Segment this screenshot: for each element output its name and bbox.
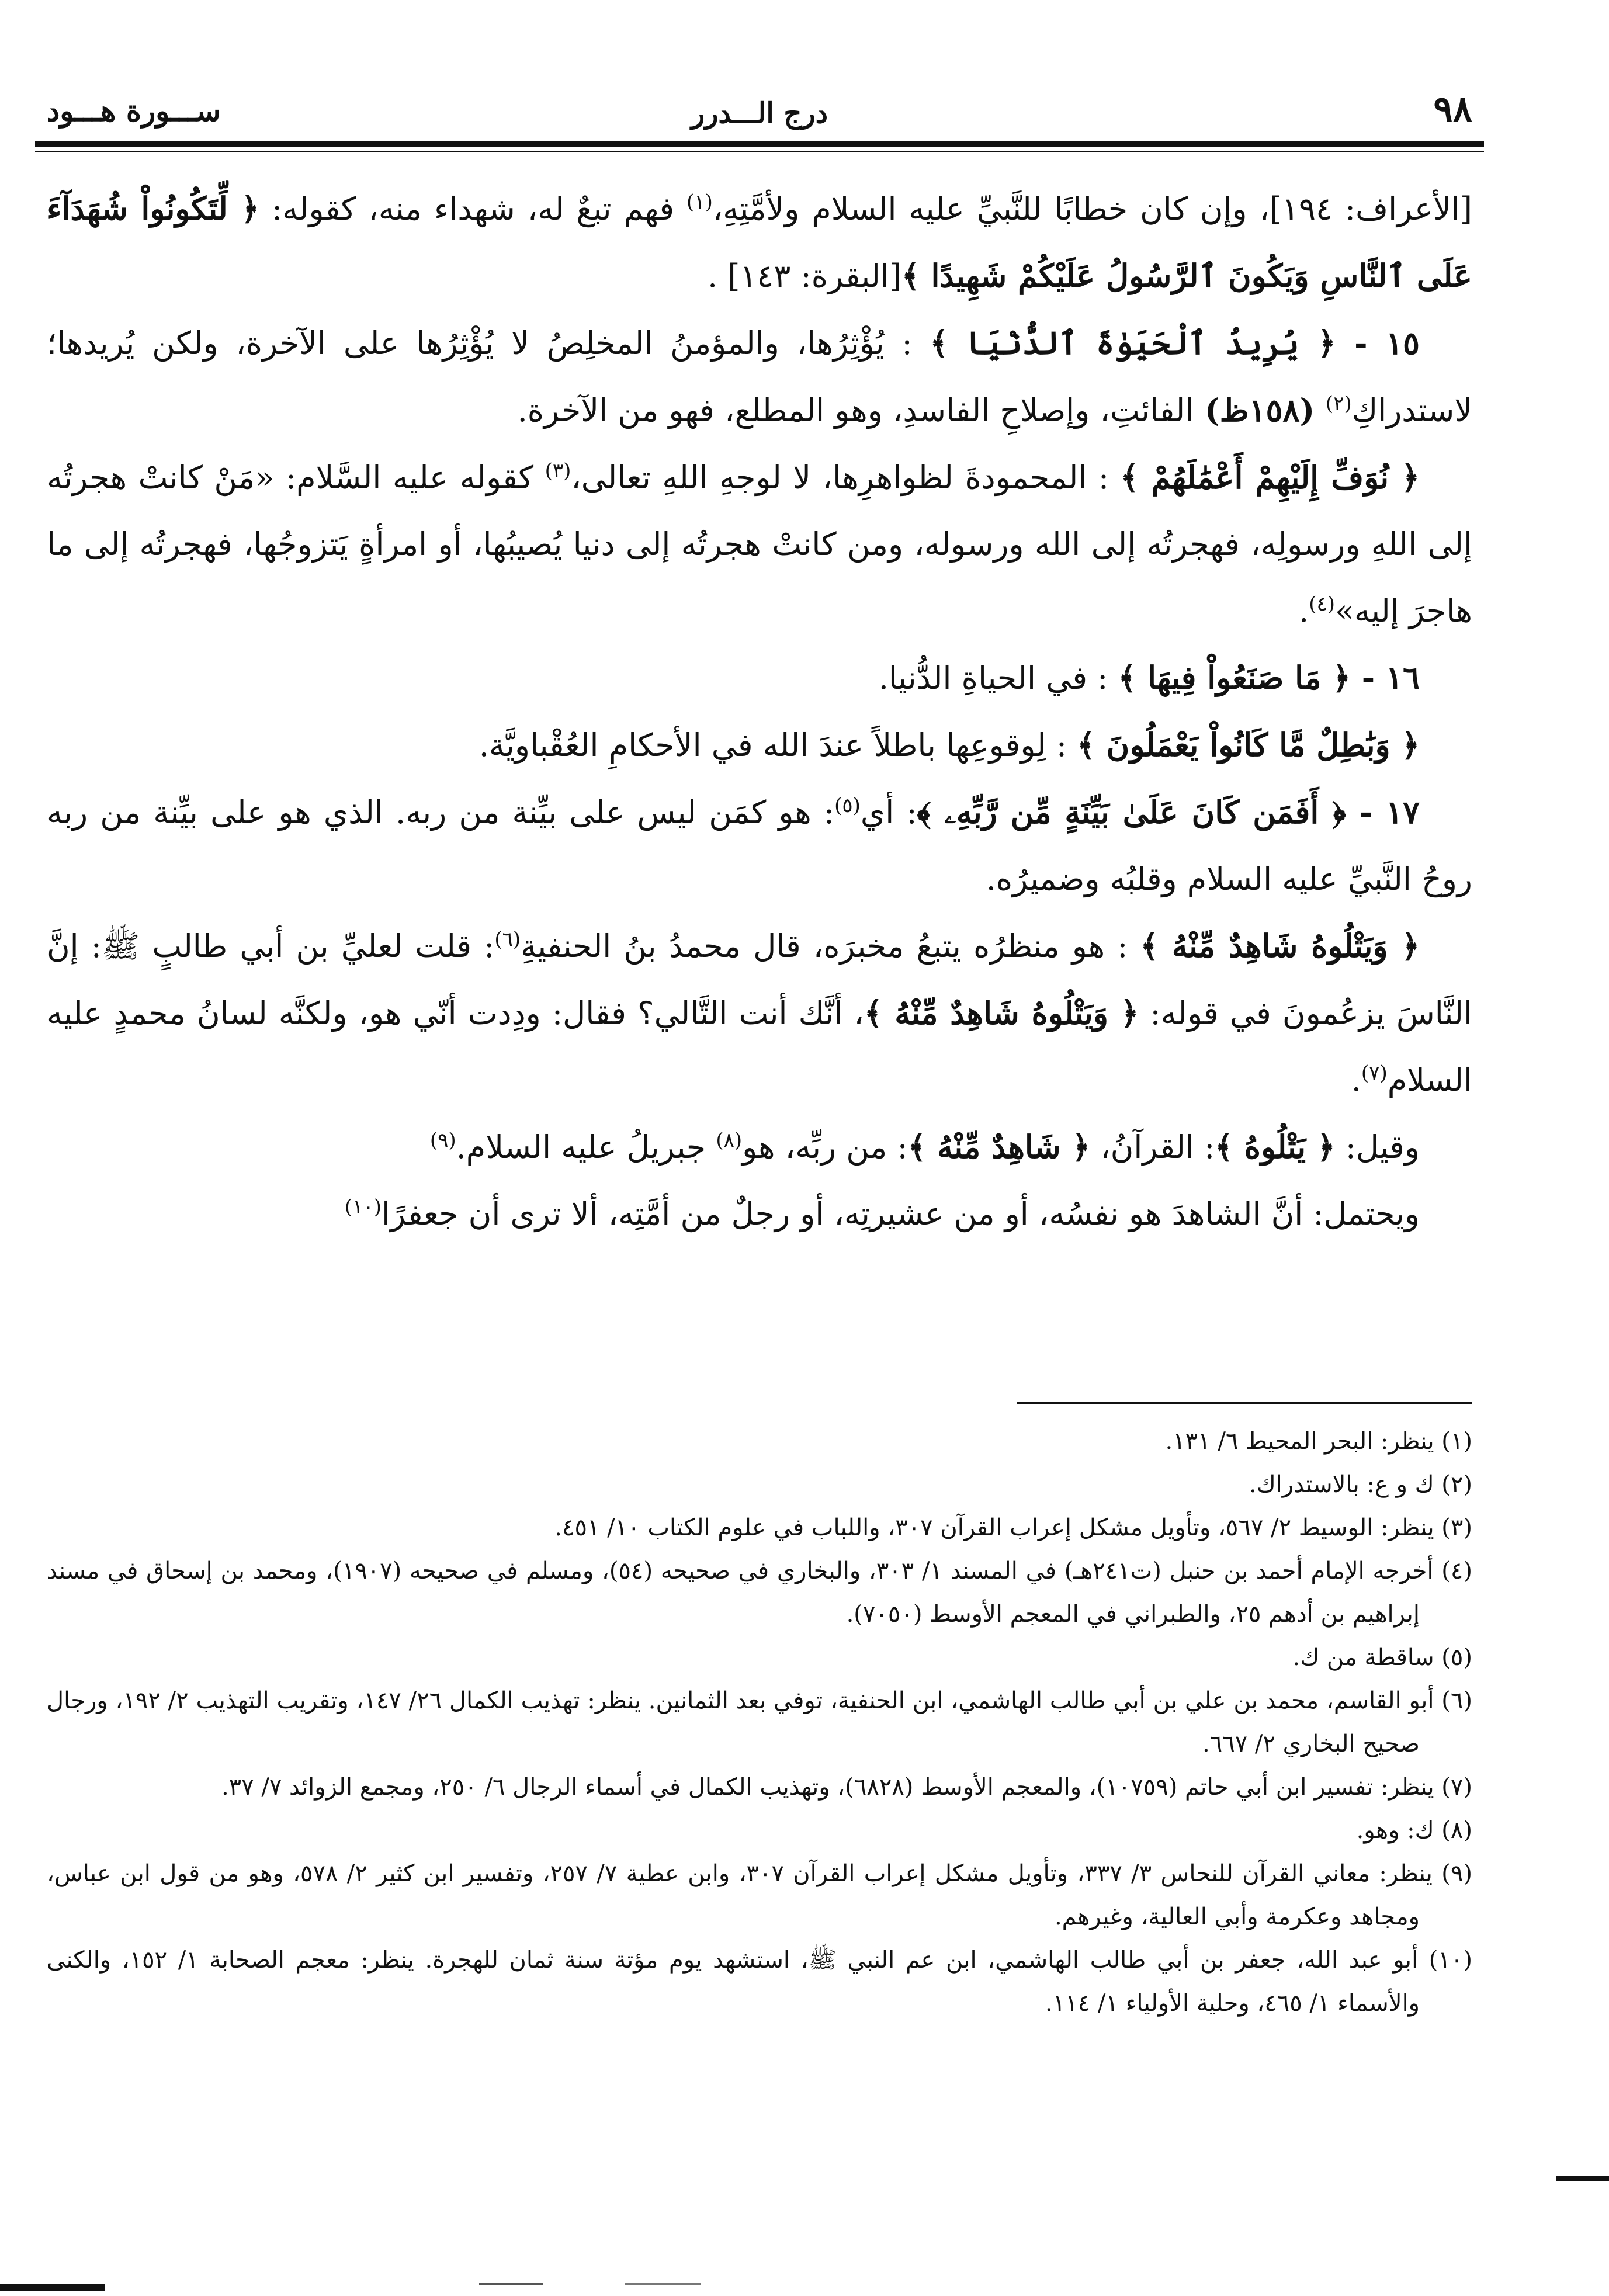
footnote-ref: (٧) — [1361, 1062, 1388, 1085]
text: : يُؤْثِرُها، والمؤمنُ المخلِصُ لا يُؤْثِرُها على الآخرة، ولكن يُريدها؛ لاستدراكِ — [47, 325, 1472, 429]
footnote-ref: (٤) — [1309, 592, 1335, 616]
footnote-ref: (١) — [686, 190, 713, 214]
footnote: (٤) أخرجه الإمام أحمد بن حنبل (ت٢٤١هـ) في المسند ١/ ٣٠٣، والبخاري في صحيحه (٥٤)، ومسلم في صحيحه (١٩٠٧)، ومحمد بن إسحاق في مسند إبراهيم بن أدهم ٢٥، والطبراني في المعجم الأوسط (٧٠٥٠). — [47, 1558, 1473, 1628]
footnote: (٣) ينظر: الوسيط ٢/ ٥٦٧، وتأويل مشكل إعراب القرآن ٣٠٧، واللباب في علوم الكتاب ١٠/ ٤٥١. — [554, 1514, 1472, 1541]
scan-bottom-mark — [0, 2284, 105, 2291]
text: . — [1299, 592, 1309, 629]
quran-verse: ﴿ وَيَتْلُوهُ شَاهِدٌ مِّنْهُ ﴾ — [1140, 927, 1420, 965]
text: : من ربِّه، هو — [742, 1129, 908, 1166]
footnote: (١) ينظر: البحر المحيط ٦/ ١٣١. — [1165, 1428, 1472, 1455]
text: الفائتِ، وإصلاحِ الفاسدِ، وهو المطلع، فهو من الآخرة. — [517, 392, 1194, 429]
paragraph — [47, 779, 1472, 913]
text: ، أنَّك أنت التَّالي؟ فقال: ودِدت أنّي هو، ولكنَّه لسانُ محمدٍ عليه السلام — [47, 995, 1472, 1098]
text: وقيل: — [1335, 1129, 1420, 1166]
paragraph — [47, 1181, 1472, 1247]
footnote-ref: (٥) — [834, 794, 861, 817]
footnote-ref: (٦) — [494, 928, 521, 951]
footnote: (٧) ينظر: تفسير ابن أبي حاتم (١٠٧٥٩)، والمعجم الأوسط (٦٨٢٨)، وتهذيب الكمال في أسماء الرجال ٦/ ٢٥٠، ومجمع الزوائد ٧/ ٣٧. — [221, 1774, 1472, 1801]
text: : القرآنُ، — [1090, 1129, 1215, 1166]
scan-edge-mark — [1556, 2176, 1609, 2181]
text: [الأعراف: ١٩٤]، وإن كان خطابًا للنَّبيِّ عليه السلام ولأمَّتِهِ، — [712, 190, 1472, 227]
text: : لِوقوعِها باطلاً عندَ الله في الأحكامِ العُقْباويَّة. — [478, 727, 1077, 764]
text: كقوله عليه السَّلام: «مَنْ كانتْ هجرتُه إلى اللهِ ورسولِه، فهجرتُه إلى الله ورسوله، ومن كانتْ هجرتُه إلى دنيا يُصيبُها، أو امرأةٍ يَتزوجُها، فهجرتُه إلى ما هاجرَ إليه» — [47, 459, 1472, 629]
text: : قلت لعليِّ بن أبي طالبٍ ﷺ: إنَّ النَّاسَ يزعُمونَ في قوله: — [47, 928, 1472, 1032]
footnote: (٨) ك: وهو. — [1356, 1817, 1472, 1844]
text: : المحمودةَ لظواهرِها، لا لوجهِ اللهِ تعالى، — [571, 459, 1121, 496]
text: جبريلُ عليه السلام. — [456, 1129, 716, 1166]
text: : هو منظرُه يتبعُ مخبرَه، قال محمدُ بنُ الحنفيةِ — [521, 928, 1140, 965]
paragraph — [47, 175, 1472, 310]
surah-name: ســـورة هـــود — [47, 93, 221, 128]
verse-number: ١٧ - — [1346, 793, 1420, 831]
footnote: (٩) ينظر: معاني القرآن للنحاس ٣/ ٣٣٧، وتأويل مشكل إعراب القرآن ٣٠٧، وابن عطية ٧/ ٢٥٧، وتفسير ابن كثير ٢/ ٥٧٨، وهو من قول ابن عباس، ومجاهد وعكرمة وأبي العالية، وغيرهم. — [47, 1860, 1472, 1930]
main-text — [47, 175, 1472, 1247]
scan-artifact-line — [479, 2283, 543, 2285]
quran-verse: ﴿ يُرِيدُ ٱلْحَيَوٰةَ ٱلدُّنْيَا ﴾ — [930, 324, 1336, 362]
footnote: (٥) ساقطة من ك. — [1292, 1644, 1472, 1671]
text: : هو كمَن ليس على بيِّنة من ربه. الذي هو على بيِّنة من ربه روحُ النَّبيِّ عليه السلام وقلبُه وضميرُه. — [47, 794, 1472, 897]
footnote: (٦) أبو القاسم، محمد بن علي بن أبي طالب الهاشمي، ابن الحنفية، توفي بعد الثمانين. ينظر: تهذيب الكمال ٢٦/ ١٤٧، وتقريب التهذيب ٢/ ١٩٢، ورجال صحيح البخاري ٢/ ٦٦٧. — [47, 1687, 1472, 1757]
footnote: (١٠) أبو عبد الله، جعفر بن أبي طالب الهاشمي، ابن عم النبي ﷺ، استشهد يوم مؤتة سنة ثمان للهجرة. ينظر: معجم الصحابة ١/ ١٥٢، والكنى والأسماء ١/ ٤٦٥، وحلية الأولياء ١/ ١١٤. — [47, 1947, 1472, 2017]
footnote: (٢) ك و ع: بالاستدراك. — [1249, 1471, 1472, 1498]
paragraph — [47, 644, 1472, 712]
paragraph — [47, 444, 1472, 644]
paragraph — [47, 712, 1472, 779]
footnote-ref: (٢) — [1325, 392, 1352, 415]
footnotes — [47, 1420, 1472, 2025]
header-rule — [35, 141, 1484, 147]
text: : أي — [860, 794, 917, 831]
text: فهم تبعٌ له، شهداء منه، كقوله: — [259, 190, 687, 227]
text: . — [1351, 1062, 1361, 1098]
quran-verse: ﴿ أَفَمَن كَانَ عَلَىٰ بَيِّنَةٍ مِّن رَّبِّهِۦ ﴾ — [917, 793, 1347, 831]
text: : في الحياةِ الدُّنيا. — [878, 660, 1118, 696]
folio-marker: (١٥٨ظ) — [1194, 391, 1326, 429]
paragraph — [47, 913, 1472, 1114]
footnote-ref: (٣) — [545, 459, 571, 483]
quran-verse: ﴿ وَبَٰطِلٌ مَّا كَانُواْ يَعْمَلُونَ ﴾ — [1077, 726, 1420, 764]
quran-verse: ﴿ مَا صَنَعُواْ فِيهَا ﴾ — [1118, 659, 1351, 696]
footnote-ref: (١٠) — [344, 1195, 382, 1219]
book-title: درج الـــدرر — [691, 97, 828, 130]
footnote-separator — [1017, 1402, 1472, 1404]
quran-verse: ﴿ وَيَتْلُوهُ شَاهِدٌ مِّنْهُ ﴾ — [864, 994, 1139, 1032]
text: ويحتمل: أنَّ الشاهدَ هو نفسُه، أو من عشيرتِه، أو رجلٌ من أمَّتِه، ألا ترى أن جعفرًا — [381, 1195, 1420, 1232]
quran-verse: ﴿ شَاهِدٌ مِّنْهُ ﴾ — [907, 1128, 1091, 1166]
verse-number: ١٦ - — [1350, 659, 1420, 696]
quran-verse: ﴿ نُوَفِّ إِلَيْهِمْ أَعْمَٰلَهُمْ ﴾ — [1120, 459, 1420, 496]
footnote-ref: (٩) — [429, 1129, 456, 1152]
footnote-ref: (٨) — [716, 1129, 743, 1152]
running-header — [35, 76, 1484, 140]
header-rule-thin — [35, 151, 1484, 152]
verse-number: ١٥ - — [1336, 324, 1420, 362]
text: [البقرة: ١٤٣] . — [708, 258, 902, 294]
page-number: ٩٨ — [1433, 88, 1472, 130]
book-page — [35, 76, 1484, 2238]
scan-artifact-line — [625, 2283, 701, 2285]
paragraph — [47, 310, 1472, 444]
paragraph — [47, 1114, 1472, 1181]
quran-verse: ﴿ لِّتَكُونُواْ شُهَدَآءَ عَلَى ٱلنَّاسِ وَيَكُونَ ٱلرَّسُولُ عَلَيْكُمْ شَهِيدًا ﴾ — [47, 190, 1472, 294]
quran-verse: ﴿ يَتْلُوهُ ﴾ — [1215, 1128, 1336, 1166]
